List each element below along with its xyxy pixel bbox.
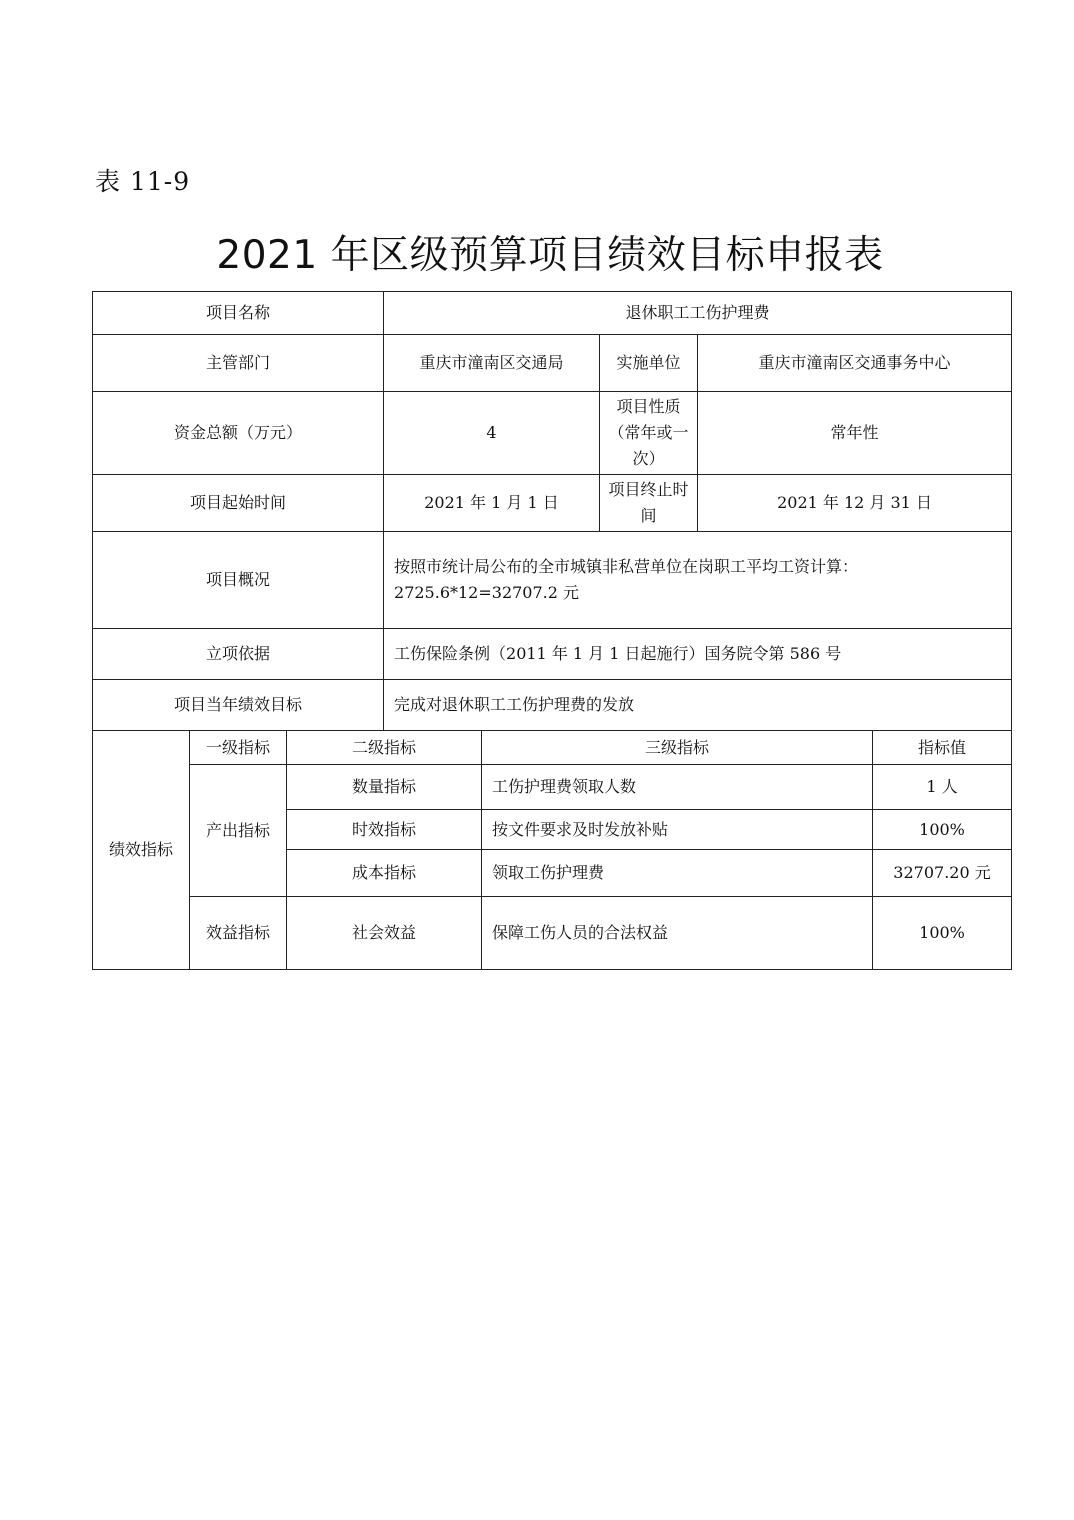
level3-cell: 按文件要求及时发放补贴 bbox=[482, 810, 873, 850]
overview-label: 项目概况 bbox=[93, 532, 384, 629]
end-value: 2021 年 12 月 31 日 bbox=[698, 475, 1012, 532]
level3-cell: 领取工伤护理费 bbox=[482, 850, 873, 897]
level2-cell: 数量指标 bbox=[287, 765, 482, 810]
nature-label: 项目性质（常年或一次） bbox=[600, 392, 698, 475]
row-perf-header bbox=[93, 731, 1012, 765]
end-label: 项目终止时间 bbox=[600, 475, 698, 532]
basis-value: 工伤保险条例（2011 年 1 月 1 日起施行）国务院令第 586 号 bbox=[384, 629, 1012, 680]
value-cell: 100% bbox=[873, 810, 1012, 850]
header-level2: 二级指标 bbox=[287, 731, 482, 765]
basis-label: 立项依据 bbox=[93, 629, 384, 680]
header-value: 指标值 bbox=[873, 731, 1012, 765]
dept-label: 主管部门 bbox=[93, 335, 384, 392]
benefit-label: 效益指标 bbox=[190, 897, 287, 970]
level3-cell: 工伤护理费领取人数 bbox=[482, 765, 873, 810]
row-project-name bbox=[93, 292, 1012, 335]
value-cell: 100% bbox=[873, 897, 1012, 970]
table-row bbox=[93, 765, 1012, 810]
header-level3: 三级指标 bbox=[482, 731, 873, 765]
page-title: 2021 年区级预算项目绩效目标申报表 bbox=[216, 233, 884, 278]
start-value: 2021 年 1 月 1 日 bbox=[384, 475, 600, 532]
row-period bbox=[93, 475, 1012, 532]
level2-cell: 社会效益 bbox=[287, 897, 482, 970]
table-row bbox=[93, 897, 1012, 970]
project-name-value: 退休职工工伤护理费 bbox=[384, 292, 1012, 335]
impl-unit-label: 实施单位 bbox=[600, 335, 698, 392]
row-goal bbox=[93, 680, 1012, 731]
overview-value: 按照市统计局公布的全市城镇非私营单位在岗职工平均工资计算：2725.6*12=32707.2 元 bbox=[384, 532, 1012, 629]
row-overview bbox=[93, 532, 1012, 629]
project-name-label: 项目名称 bbox=[93, 292, 384, 335]
perf-section-label: 绩效指标 bbox=[93, 731, 190, 970]
fund-value: 4 bbox=[384, 392, 600, 475]
goal-label: 项目当年绩效目标 bbox=[93, 680, 384, 731]
performance-target-table bbox=[92, 291, 1012, 970]
level3-cell: 保障工伤人员的合法权益 bbox=[482, 897, 873, 970]
impl-unit-value: 重庆市潼南区交通事务中心 bbox=[698, 335, 1012, 392]
row-department bbox=[93, 335, 1012, 392]
level2-cell: 成本指标 bbox=[287, 850, 482, 897]
row-basis bbox=[93, 629, 1012, 680]
output-label: 产出指标 bbox=[190, 765, 287, 897]
dept-value: 重庆市潼南区交通局 bbox=[384, 335, 600, 392]
goal-value: 完成对退休职工工伤护理费的发放 bbox=[384, 680, 1012, 731]
row-fund bbox=[93, 392, 1012, 475]
nature-value: 常年性 bbox=[698, 392, 1012, 475]
start-label: 项目起始时间 bbox=[93, 475, 384, 532]
fund-label: 资金总额（万元） bbox=[93, 392, 384, 475]
header-level1: 一级指标 bbox=[190, 731, 287, 765]
level2-cell: 时效指标 bbox=[287, 810, 482, 850]
value-cell: 1 人 bbox=[873, 765, 1012, 810]
table-number: 表 11-9 bbox=[95, 167, 191, 196]
value-cell: 32707.20 元 bbox=[873, 850, 1012, 897]
